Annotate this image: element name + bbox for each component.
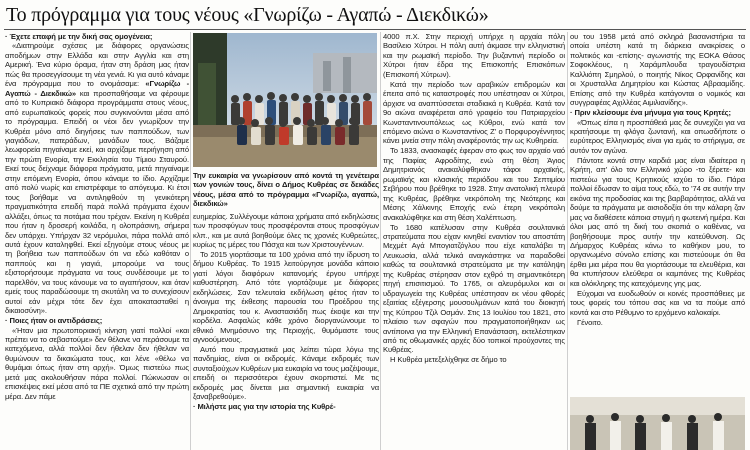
col4-paragraph-2: «Όπως είπα η προσπάθειά μας δε συνεχίζει για να κρατήσουμε τη φλόγα ζωντανή, και οπωσδήποτε ο ευρύτερος Ελληνισμός είναι για εμάς το στήριγμα, σε αυτόν τον αγώνα. (570, 117, 745, 155)
col3-paragraph-4: Το 1680 κατέλυσαν στην Κυθρέα σουλτανικά στρατεύματα που είχαν κινηθεί εναντίον του αποστάτη Μεχμέτ Αγά Μπογιατζόγλου που είχε καταλάβει τη Λευκωσία, αλλά τελικά αναγκάστηκε να παραδοθεί καθώς τα σουλτανικά στρατεύματα με την κατάληψη της Κυθρέας στέρησαν στον εχθρό τη σημαντικότερη πηγή επισιτισμού. Το 1765, οι αλευρόμυλοι και οι υδραγωγεία της Κυθρέας υπέστησαν εκ νέου φθορές εξαιτίας εξέγερσης μουσουλμάνων κατά του διοικητή της Κύπρου Τζιλ Οσμάν. Στις 13 Ιουλίου του 1821, στο πλαίσιο των σφαγών που πραγματοποιήθηκαν ως αντίποινα για την Ελληνική Επανάσταση, εκτελέστηκαν από τις οθωμανικές αρχές δύο τοπικοί προύχοντες της Κυθρέας. (383, 222, 565, 355)
bottom-photo (570, 397, 745, 450)
col3-paragraph-2: Κατά την περίοδο των αραβικών επιδρομών και έπειτα από τις καταστροφές που υπέστησαν οι Χύτροι, άρχισε να αναπτύσσεται σταδιακά η Κυθρέα. Κατά τον 9ο αιώνα αναφέρεται από γραφείο του Πατριαρχείου Κωνσταντινουπόλεως ως Κύθροι, ενώ κατά τον επόμενο αιώνα ο Κωνσταντίνος Ζ' ο Πορφυρογέννητος κάνει μνεία στην πόλη αναφέροντάς την ως Κυθηρεία. (383, 79, 565, 146)
photo-caption: Την ευκαιρία να γνωρίσουν από κοντά τη γενέτειρα των γονιών τους, δίνει ο Δήμος Κυθρέας σε δεκάδες νέους, μέσα από το πρόγραμμα «Γνωρίζω, αγαπώ, διεκδικώ» (193, 171, 379, 209)
bottom-photo-image (570, 397, 745, 450)
col4-paragraph-3: Πάντοτε κοντά στην καρδιά μας είναι ιδιαίτερα η Κρήτη, απ' όλο τον Ελληνικό χώρο -το ξέρετε- και πιστεύω για τους Κρητικούς ισχύει το ίδιο. Πάρα πολλοί έδωσαν το αίμα τους εδώ, το '74 σε αυτήν την εικόνα της προδοσίας και της βαρβαρότητας, αλλά να δούμε τα πράγματα με αισιοδοξία ότι την κάλαρη ζαν μας να διαθέσετε κάποια στιγμή η φωτεινή ημέρα. Και όλοι μας από τη δική του σκοπιά ο καθένας, να βοηθήσουμε προς αυτήν την κατεύθυνση. Ως Δήμαρχος Κυθρέας κάνω το καθήκον μου, το οργανωμένο σύνολο επίσης και πιστεύουμε ότι θα έρθει μια μέρα που θα γιορτάσουμε τα ελευθέρια, και θα κτυπήσουν ελεύθερα οι καμπάνες της Κυθρέας και ολόκληρης της κατεχόμενης γης μας. (570, 155, 745, 288)
headline-rule (4, 29, 746, 30)
question-2: · Ποιες ήταν οι αντιδράσεις; (5, 316, 103, 326)
col2-paragraph-2: Το 2015 γιορτάσαμε τα 100 χρόνια από την ίδρυση το δήμου Κυθρέας. Το 1915 λειτούργησε μονάδα κάποιο γιατί λόγοι διαφόρων κατανομής έργου υπήρχε καθυστέρηση. Από τότε γιορτάζουμε με διάφορες εκδηλώσεις. Σαν τελευταία εκδήλωση φέτος ήταν το άνοιγμα της έκθεσης παρουσία του Προέδρου της Δημοκρατίας του κ. Αναστασιάδη πως έκοψε και την κορδέλα. Ασφαλώς κάθε χρόνο διοργανώνουμε το εθνικό Μνημόσυνο της Περιοχής, θυμόμαστε τους αγνοούμενους. (193, 249, 379, 345)
column-divider (190, 32, 191, 450)
group-photo-image (193, 33, 377, 167)
question-3: · Μιλήστε μας για την ιστορία της Κυθρέ- (193, 402, 336, 412)
group-photo (193, 33, 377, 167)
column-2 (193, 32, 379, 450)
column-divider (567, 32, 568, 450)
question-4: · Πριν κλείσουμε ένα μήνυμα για τους Κρητές; (570, 108, 731, 118)
headline: Το πρόγραμμα για τους νέους «Γνωρίζω - Αγαπώ - Διεκδικώ» (6, 4, 489, 26)
col2-paragraph-3: Αυτό που πραγματικά μας λείπει τώρα λόγω της πανδημίας, είναι οι εκδρομές. Κάναμε εκδρομές των συνταξιούχων Κυθρέων μια ευκαιρία να τους μαζέψουμε, επειδή οι περισσότεροι έχουν σκορπιστεί. Με τις εκδρομές μας δίνεται μια σημαντική ευκαιρία να ξαναβρεθούμε». (193, 344, 379, 402)
col4-paragraph-5: Γένοιτο. (577, 317, 603, 327)
column-1 (5, 32, 189, 450)
column-divider (380, 32, 381, 450)
column-3 (383, 32, 565, 450)
col1-paragraph-2: «Ήταν μια πρωτοποριακή κίνηση γιατί πολλοί «και πρέπει να το σεβαστούμε» δεν θέλανε να περάσουμε τα κατεχόμενα, αλλά πολλοί δεν ήθελαν δεν ήθελαν να θυμώνουν τα δικαιώματα τους, και λένε «θέλω να θυμάμαι όπως ήταν στη αρχή». Όμως πιστεύω πως μετά μας ακολουθήσαν πάρα πολλοί. Πώκνωσαν οι επισκέψεις εκεί μέσα από τα ΠΕ σχετικά από την πρώτη μέρα. Δεν πάμε (5, 325, 189, 401)
col2-paragraph-1: ευημερίας. Συλλέγουμε κάποια χρήματα από εκδηλώσεις των προσφύγων τους προσφέρονται στους προσφύγων κλπ., και με αυτά βοηθούμε όλες τις χρονιές Κυθρεώτες, κυρίως τις μέρες του Πάσχα και των Χριστουγέννων. (193, 211, 379, 249)
col4-paragraph-1: ου του 1958 μετά από σκληρά βασανιστήρια τα οποία υπέστη κατά τη διάρκεια ανακρίσεις ο πολιτικός και -επίσης- αγωνιστής της ΕΟΚΑ Θάσος Σοφοκλέους, η Χαράμπλουδα τραγουδίστρια Καλλιόπη Σμηρλού, ο ποιητής Νίκος Ορφανίδης και οι Χρυσταλλα Δημητρίου και Κώστας Αβρααμίδης. Επίσης από την Κυθρέα κατάγονται ο νομικός και συγγραφέας Αχιλλέας Αιμιλιανίδης». (570, 32, 745, 108)
col4-paragraph-4: Εύχομαι να ευοδωθούν οι κοινές προσπάθειες με τους φορείς του τόπου σας και να τα πούμε από κοντά και στο Ρέθυμνο το ερχόμενο καλοκαίρι. (570, 288, 745, 317)
col3-paragraph-1: 4000 π.Χ. Στην περιοχή υπήρχε η αρχαία πόλη Βασίλειο Χύτροι. Η πόλη αυτή άκμασε την ελληνιστική και την ρωμαϊκή περίοδο. Την βυζαντινή περίοδο οι Χύτροι ήταν έδρα της Επισκοπής Επισκόπων (Επισκοπή Χύτρων). (383, 32, 565, 79)
column-4 (570, 32, 745, 450)
col3-paragraph-5: Η Κυθρέα μετεξελίχθηκε σε δήμο το (390, 355, 507, 365)
col1-paragraph-1: «Διατηρούμε σχέσεις με διάφορες οργανώσεις αποδήμων στην Ελλάδα και στην Αγγλία και στη Αμερική. Ένα κύριο όραμα, ήταν στη δράση μας ήταν πώς θα προσεγγίσουμε τη νέα γενιά. Κι για αυτό κάναμε ένα πρόγραμμα που το ονομάσαμε: «Γνωρίζω - Αγαπώ - Διεκδικώ» και προσπαθήσαμε να φέρουμε από το Κυπριακό διάφορα προγράμματα στους νέους, από ευρωπαϊκούς φορείς που συγκινούνται μέσα από το πρόγραμμα. Επειδή οι νέοι δεν γνωρίζουν την Κυθρέα μόνο από διηγήσεις των παππούδων, των γιαγιάδων, πατεράδων, μανάδων τους. Βάζαμε λεωφορεία πηγαίναμε εκεί, και αρχίζαμε περιήγηση από την πρώτη Ενορία, την Εκκλησία του Τίμιου Σταυρού. Εκεί τους δείχναμε διάφορα πράγματα, μετά πηγαίναμε στην επόμενη Ενορία, όπου κάναμε το ίδιο. Αρχίζαμε από πολύ νωρίς και επιστρέφαμε το απόγευμα. Κι έτσι τους βοήθαμε να αντιληφθούν τη γενικότερη πραγματικότητα επειδή παρά πολλά πράγματα έχουν αλλάξει, όπως τα ποτάμια που τρέχαν. Εκείνη η Κυθρέα που ήταν η δροσερή κοιλάδα, η ολοπράσινη, σήμερα δεν υπάρχει. Υπήρχαν 32 νερόμυλοι, πάρα πολλά από αυτά έχουν καταληφθεί. Εκεί εξηγούμε στους νέους με τη βοήθεια των παππούδων ότι να εδώ καθόταν ο παππούς και η γιαγιά, μπορούμε να τους εξιστορήσουμε πράγματα να τους συνδέσουμε με το παρελθόν, να τους κάνουμε να το αγαπήσουν, και όταν εμείς τους παραδώσουμε τη σκυτάλη να το συνεχίσουν αυτοί εάν μέχρι τότε δεν έχει αποκατασταθεί η δικαιοσύνη». (5, 41, 189, 316)
question-1: · Έχετε επαφή με την δική σας ομογένεια; (5, 32, 153, 41)
col3-paragraph-3: Το 1833, ανασκαφές έφεραν στο φως τον αρχαίο ναό της Παφίας Αφροδίτης, ενώ στη θέση Άγιος Δημητριανός ανακαλύφθηκαν τάφοι αρχαϊκής, ρωμαϊκής και κλασικής περιόδου και του Σεπτιμίου Σεβήρου που βρέθηκε το 1928. Στην ανατολική πλευρά της Κυθρέας, βρέθηκε νεκρόπολη της Νεότερης και Μέσης Χάλκινης Εποχής ενώ έτερη νεκρόπολη ανακαλύφθηκε και στη θέση Χαλέπτωση. (383, 146, 565, 222)
